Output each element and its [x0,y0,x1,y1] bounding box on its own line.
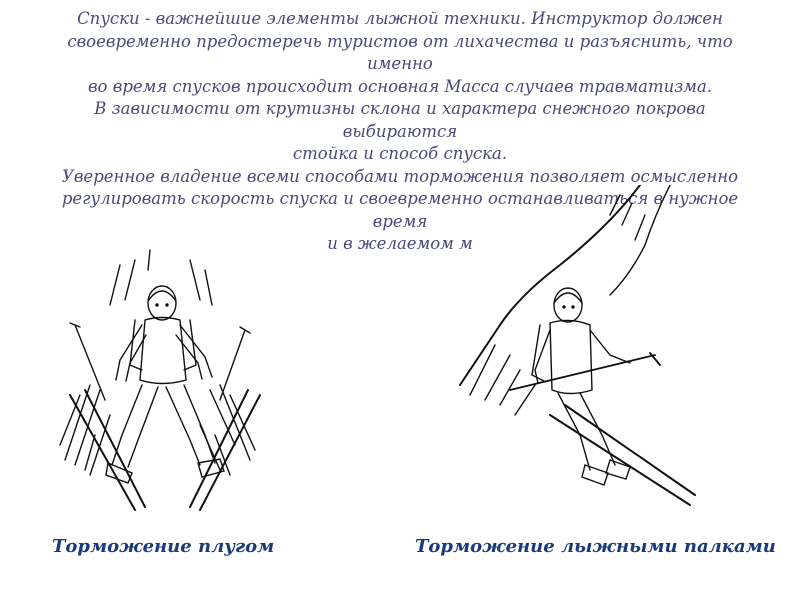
snowplow-illustration [50,245,280,515]
intro-line: во время спусков происходит основная Масса случаев травматизма. [87,76,713,96]
pole-braking-illustration [440,185,720,515]
intro-line: и в желаемом м [327,234,473,253]
intro-line: своевременно предостеречь туристов от лихачества и разъяснить, что именно [67,31,733,73]
pole-braking-caption: Торможение лыжными палками [415,536,776,557]
intro-line: Спуски - важнейшие элементы лыжной техники. Инструктор должен [77,9,723,28]
snowplow-caption: Торможение плугом [52,536,275,557]
intro-line: регулировать скорость спуска и своевременно останавливаться в нужное время [61,189,739,231]
intro-line: В зависимости от крутизны склона и характера снежного покрова выбираются [94,99,706,141]
intro-line: стойка и способ спуска. [292,144,508,163]
intro-line: Уверенное владение всеми способами торможения позволяет осмысленно [61,166,739,186]
